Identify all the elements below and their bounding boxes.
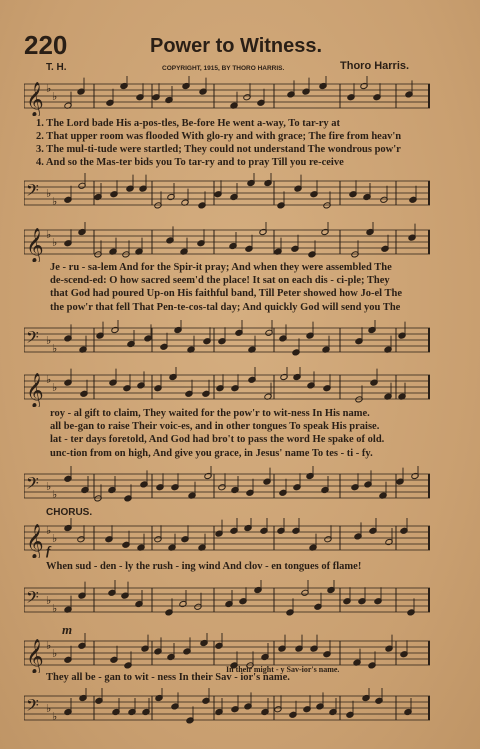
flat-icon: ♭ — [46, 334, 52, 347]
staff-lines — [24, 518, 430, 558]
treble-staff-2 — [24, 222, 430, 262]
composer-name: Thoro Harris. — [340, 60, 410, 72]
lyric-line: de-scend-ed: O how sacred seem'd the place! It sat on each dis - ci-ple; They — [50, 275, 390, 286]
flat-icon: ♭ — [52, 381, 58, 394]
lyric-line: 1. The Lord bade His a-pos-tles, Be-fore He went a-way, To tar-ry at — [36, 118, 340, 129]
staff-lines — [24, 580, 430, 620]
bass-staff-2 — [24, 320, 430, 360]
flat-icon: ♭ — [52, 710, 58, 723]
lyric-line: 3. The mul-ti-tude were startled; They could not understand The wondrous pow'r — [36, 144, 401, 155]
lyric-line: 4. And so the Mas-ter bids you To tar-ry and to pray Till you re-ceive — [36, 157, 344, 168]
treble-clef-icon: 𝄞 — [26, 639, 44, 673]
treble-staff-1 — [24, 76, 430, 116]
bass-staff-3 — [24, 466, 430, 506]
treble-clef-icon: 𝄞 — [26, 373, 44, 407]
flat-icon: ♭ — [46, 82, 52, 95]
lyric-line: unc-tion from on high, And give you grace, in Jesus' name To tes - ti - fy. — [50, 448, 373, 459]
staff-lines — [24, 222, 430, 262]
hymn-title: Power to Witness. — [150, 35, 323, 57]
flat-icon: ♭ — [52, 532, 58, 545]
flat-icon: ♭ — [46, 373, 52, 386]
lyric-line: lat - ter days foretold, And God had bro't to pass the word He spake of old. — [50, 434, 385, 445]
bass-clef-icon: 𝄢 — [26, 695, 39, 719]
lyric-line: roy - al gift to claim, They waited for the pow'r to wit-ness In His name. — [50, 408, 370, 419]
hymn-number: 220 — [24, 30, 68, 60]
chorus-label: CHORUS. — [46, 507, 93, 518]
staff-lines — [24, 320, 430, 360]
staff-lines — [24, 367, 430, 407]
copyright-notice: COPYRIGHT, 1915, BY THORO HARRIS. — [162, 65, 285, 72]
treble-clef-icon: 𝄞 — [26, 228, 44, 262]
staff-lines — [24, 76, 430, 116]
flat-icon: ♭ — [52, 488, 58, 501]
bass-clef-icon: 𝄢 — [26, 180, 39, 204]
bass-clef-icon: 𝄢 — [26, 327, 39, 351]
flat-icon: ♭ — [52, 342, 58, 355]
lyric-line: 2. That upper room was flooded With glo-ry and with grace; The fire from heav'n — [36, 131, 402, 142]
treble-clef-icon: 𝄞 — [26, 524, 44, 558]
bass-clef-icon: 𝄢 — [26, 473, 39, 497]
treble-clef-icon: 𝄞 — [26, 82, 44, 116]
flat-icon: ♭ — [46, 480, 52, 493]
staff-lines — [24, 466, 430, 506]
bass-staff-5 — [24, 688, 430, 728]
flat-icon: ♭ — [52, 647, 58, 660]
bass-staff-4 — [24, 580, 430, 620]
flat-icon: ♭ — [46, 228, 52, 241]
treble-staff-3 — [24, 367, 430, 407]
flat-icon: ♭ — [52, 602, 58, 615]
lyric-line: They all be - gan to wit - ness In their Sav - ior's name. — [46, 672, 290, 683]
flat-icon: ♭ — [52, 236, 58, 249]
flat-icon: ♭ — [52, 195, 58, 208]
mezzo-mark: m — [62, 622, 73, 637]
echo-lyric: In their might - y Sav-ior's name. — [226, 665, 340, 674]
forte-mark: f — [46, 543, 51, 558]
flat-icon: ♭ — [46, 524, 52, 537]
flat-icon: ♭ — [46, 639, 52, 652]
bass-clef-icon: 𝄢 — [26, 587, 39, 611]
lyric-line: When sud - den - ly the rush - ing wind And clov - en tongues of flame! — [46, 561, 362, 572]
flat-icon: ♭ — [46, 594, 52, 607]
author-initials: T. H. — [46, 62, 67, 73]
flat-icon: ♭ — [46, 187, 52, 200]
staff-lines — [24, 688, 430, 728]
lyric-line: Je - ru - sa-lem And for the Spir-it pray; And when they were assembled The — [50, 262, 392, 273]
staff-lines — [24, 173, 430, 213]
flat-icon: ♭ — [46, 702, 52, 715]
lyric-line: that God had poured Up-on His faithful band, Till Peter showed how Jo-el The — [50, 288, 403, 299]
lyric-line: the pow'r that fell That Pen-te-cos-tal day; And quickly God will send you The — [50, 302, 401, 313]
treble-staff-4 — [24, 518, 430, 558]
bass-staff-1 — [24, 173, 430, 213]
flat-icon: ♭ — [52, 90, 58, 103]
lyric-line: all be-gan to raise Their voic-es, and in other tongues To speak His praise. — [50, 421, 380, 432]
